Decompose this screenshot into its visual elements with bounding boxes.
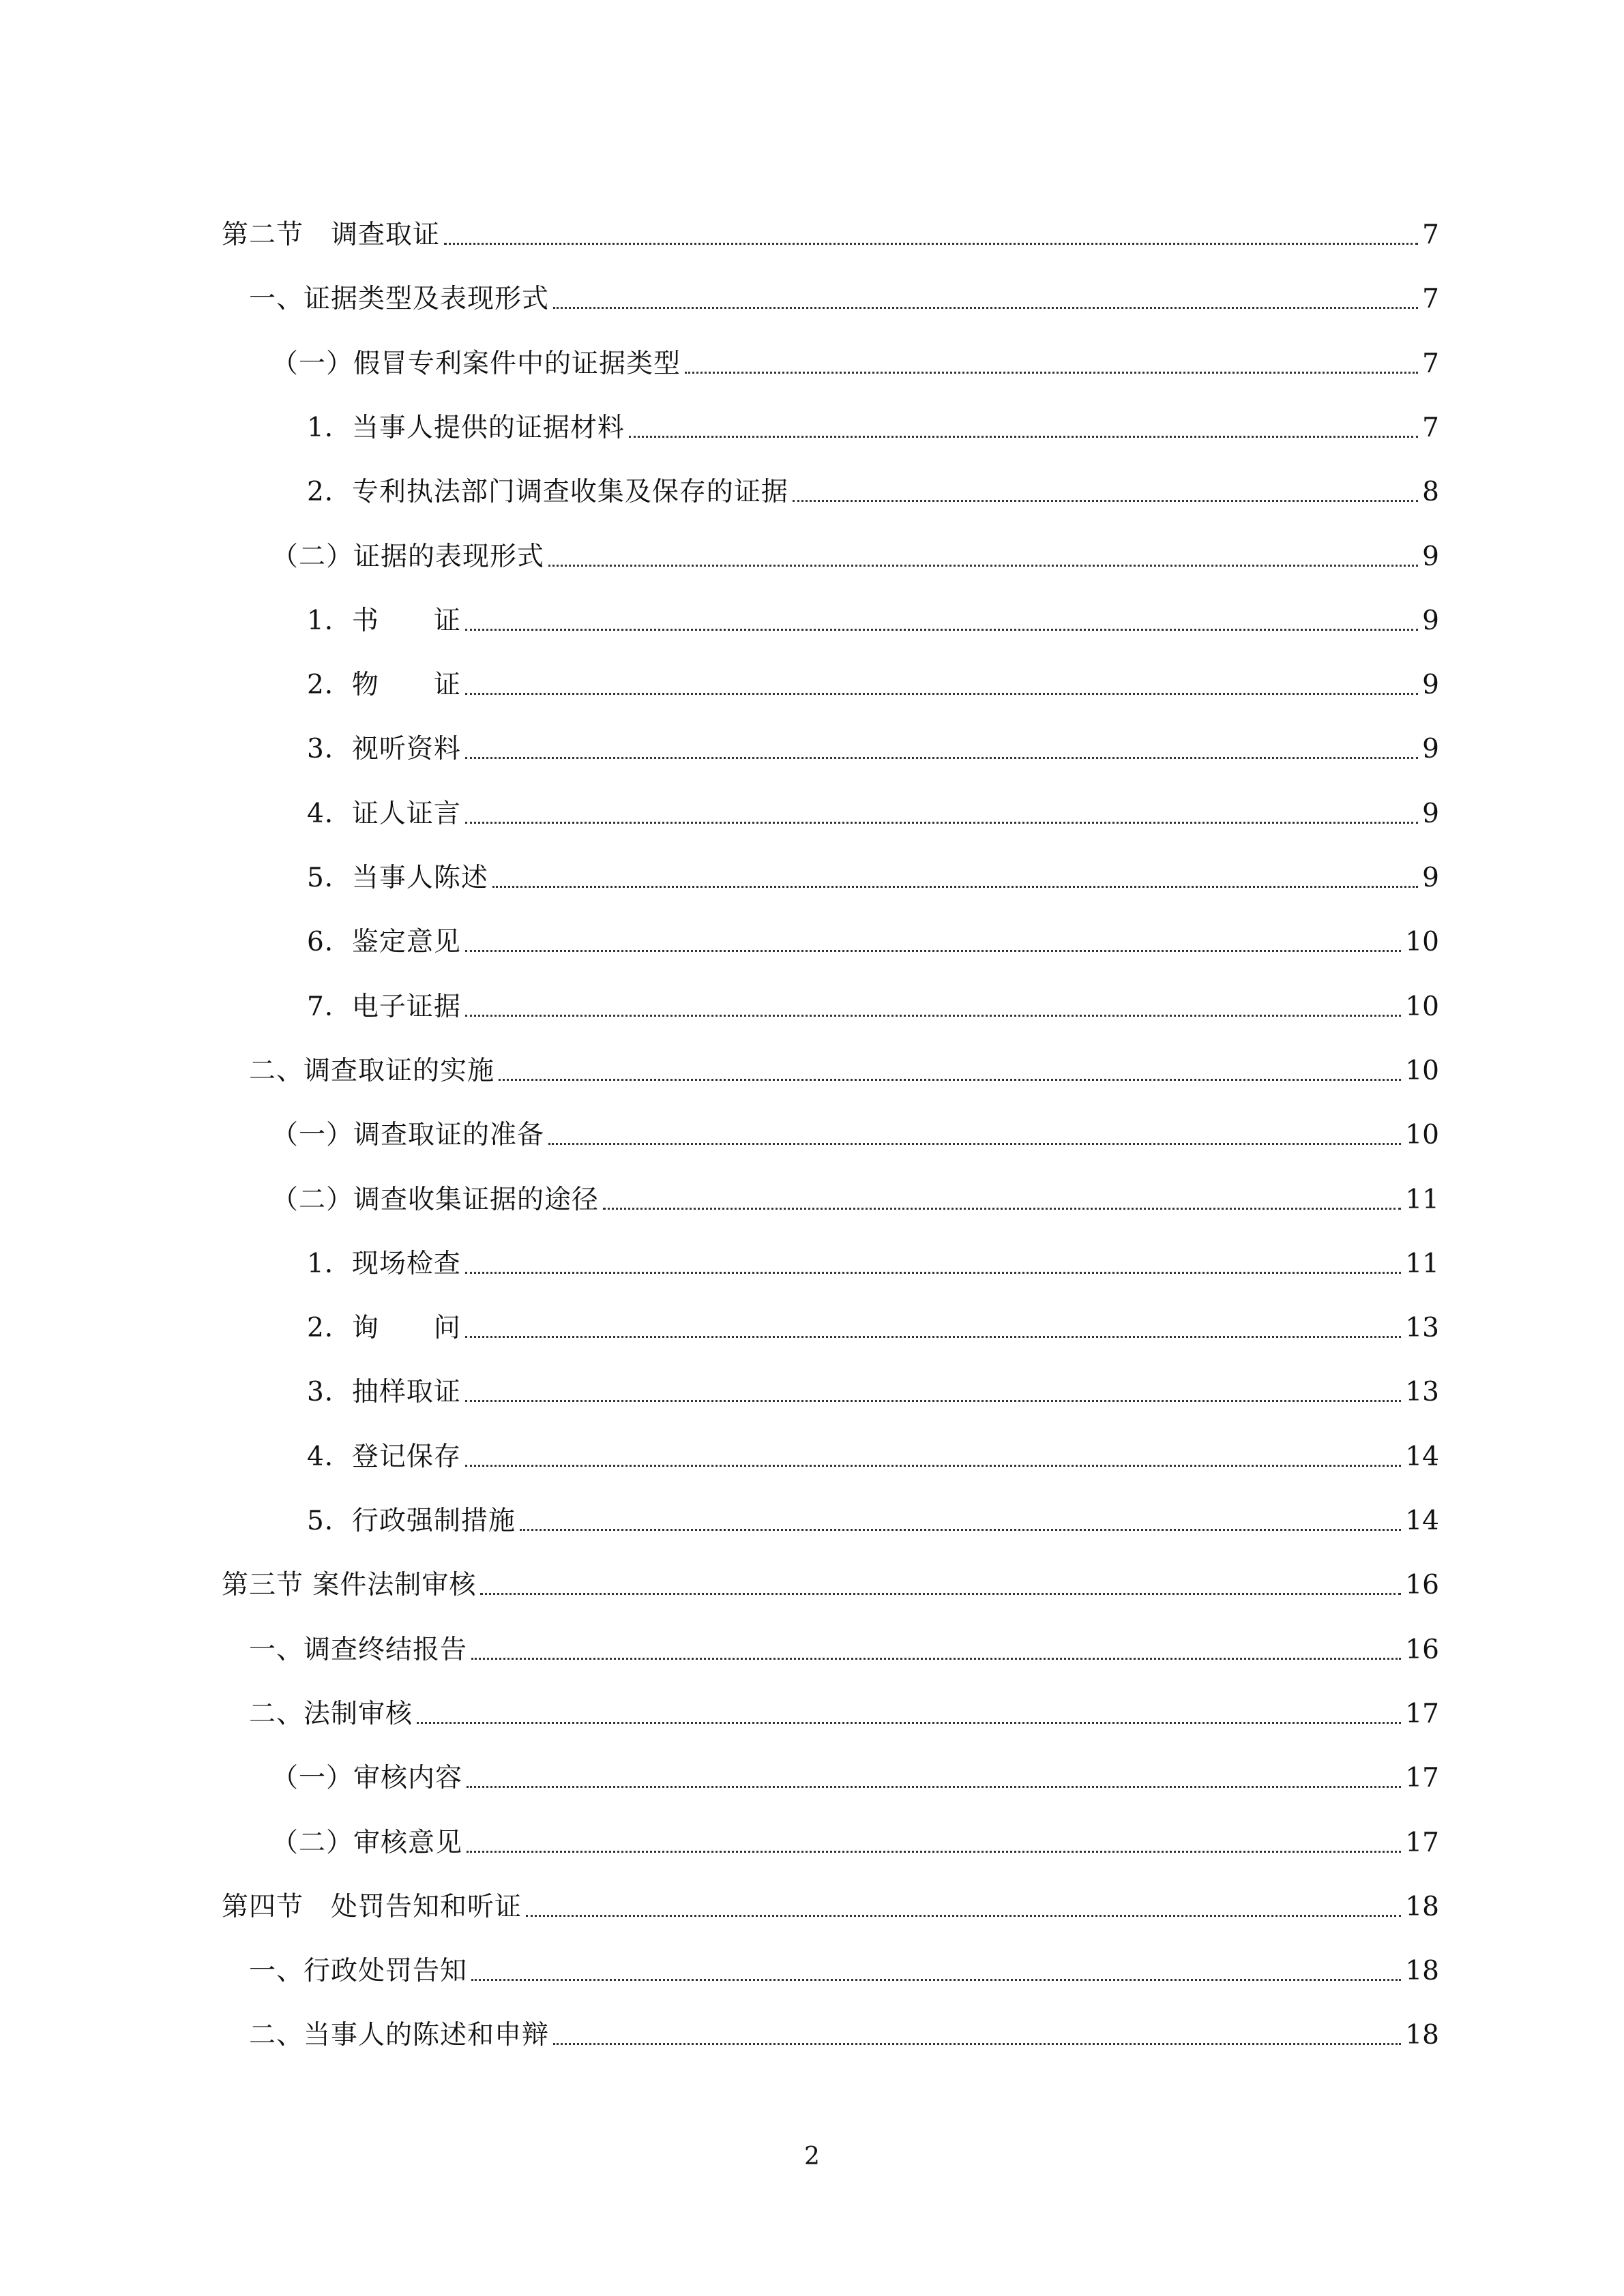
toc-entry-title: （二）证据的表现形式 xyxy=(271,541,545,572)
toc-entry[interactable] xyxy=(271,537,1439,578)
toc-dot-leader xyxy=(526,1915,1401,1917)
toc-entry-page-number: 18 xyxy=(1405,1892,1439,1922)
toc-entry-page-number: 13 xyxy=(1405,1313,1439,1343)
toc-entry[interactable] xyxy=(307,922,1439,963)
toc-entry-title: 3．抽样取证 xyxy=(307,1377,461,1407)
toc-entry-title: 一、行政处罚告知 xyxy=(249,1956,468,1986)
toc-entry-title: 1．书 证 xyxy=(307,606,461,636)
toc-dot-leader xyxy=(465,950,1402,952)
toc-entry[interactable] xyxy=(307,858,1439,899)
toc-entry[interactable] xyxy=(249,279,1439,320)
toc-entry-page-number: 9 xyxy=(1422,863,1439,893)
toc-dot-leader xyxy=(465,1336,1402,1338)
toc-entry[interactable] xyxy=(271,1823,1439,1864)
toc-entry-page-number: 17 xyxy=(1405,1763,1439,1793)
toc-entry-title: 一、证据类型及表现形式 xyxy=(249,284,550,314)
toc-entry[interactable] xyxy=(307,1244,1439,1285)
toc-dot-leader xyxy=(465,822,1418,824)
toc-entry[interactable] xyxy=(271,344,1439,385)
toc-entry[interactable] xyxy=(222,215,1439,256)
toc-entry-page-number: 9 xyxy=(1422,799,1439,829)
toc-entry-title: 一、调查终结报告 xyxy=(249,1635,468,1665)
page-number: 2 xyxy=(804,2143,820,2171)
toc-entry-title: 1．现场检查 xyxy=(307,1249,461,1279)
toc-entry-page-number: 7 xyxy=(1422,413,1439,443)
toc-entry-title: 2．物 证 xyxy=(307,670,461,700)
toc-entry-page-number: 9 xyxy=(1422,541,1439,572)
toc-entry-title: 二、调查取证的实施 xyxy=(249,1056,495,1086)
toc-entry[interactable] xyxy=(271,1115,1439,1156)
toc-entry-title: 6．鉴定意见 xyxy=(307,927,461,957)
toc-dot-leader xyxy=(465,1015,1402,1017)
toc-entry[interactable] xyxy=(307,665,1439,706)
toc-entry-page-number: 9 xyxy=(1422,606,1439,636)
toc-entry-page-number: 13 xyxy=(1405,1377,1439,1407)
toc-dot-leader xyxy=(499,1079,1401,1081)
toc-entry-title: （二）调查收集证据的途径 xyxy=(271,1184,600,1215)
toc-entry[interactable] xyxy=(222,1887,1439,1928)
toc-entry-title: 5．当事人陈述 xyxy=(307,863,488,893)
toc-entry-page-number: 11 xyxy=(1405,1184,1439,1215)
toc-dot-leader xyxy=(492,886,1418,888)
toc-entry-title: 5．行政强制措施 xyxy=(307,1506,516,1536)
toc-entry[interactable] xyxy=(307,601,1439,642)
toc-entry-title: （一）假冒专利案件中的证据类型 xyxy=(271,348,681,379)
toc-dot-leader xyxy=(629,436,1418,438)
toc-dot-leader xyxy=(480,1593,1401,1595)
toc-entry-title: 二、当事人的陈述和申辩 xyxy=(249,2020,550,2051)
toc-entry[interactable] xyxy=(307,729,1439,770)
toc-dot-leader xyxy=(471,1658,1401,1660)
toc-entry[interactable] xyxy=(307,1437,1439,1478)
toc-entry[interactable] xyxy=(307,794,1439,835)
toc-entry[interactable] xyxy=(222,1565,1439,1606)
toc-entry[interactable] xyxy=(249,1694,1439,1735)
toc-dot-leader xyxy=(417,1722,1401,1724)
toc-dot-leader xyxy=(465,1272,1402,1274)
toc-entry[interactable] xyxy=(307,408,1439,449)
toc-entry[interactable] xyxy=(249,1630,1439,1671)
toc-entry-page-number: 10 xyxy=(1405,1056,1439,1086)
toc-entry-page-number: 16 xyxy=(1405,1635,1439,1665)
toc-entry-page-number: 14 xyxy=(1405,1506,1439,1536)
toc-dot-leader xyxy=(603,1208,1401,1210)
toc-dot-leader xyxy=(548,565,1418,567)
toc-dot-leader xyxy=(467,1851,1401,1853)
toc-entry[interactable] xyxy=(307,1372,1439,1413)
toc-entry[interactable] xyxy=(271,1758,1439,1799)
toc-entry[interactable] xyxy=(307,472,1439,513)
toc-dot-leader xyxy=(467,1786,1401,1788)
toc-entry-page-number: 8 xyxy=(1422,477,1439,507)
toc-dot-leader xyxy=(465,1465,1402,1467)
toc-entry[interactable] xyxy=(249,2015,1439,2056)
toc-entry-title: （一）审核内容 xyxy=(271,1763,463,1793)
toc-dot-leader xyxy=(553,2043,1401,2045)
toc-entry-page-number: 7 xyxy=(1422,284,1439,314)
toc-entry-page-number: 11 xyxy=(1405,1249,1439,1279)
toc-entry[interactable] xyxy=(307,987,1439,1028)
toc-entry-title: 4．证人证言 xyxy=(307,799,461,829)
toc-entry-title: 2．专利执法部门调查收集及保存的证据 xyxy=(307,477,788,507)
toc-entry-page-number: 10 xyxy=(1405,992,1439,1022)
toc-dot-leader xyxy=(471,1979,1401,1981)
toc-dot-leader xyxy=(793,500,1418,502)
toc-dot-leader xyxy=(548,1143,1401,1145)
toc-entry-page-number: 7 xyxy=(1422,348,1439,379)
toc-entry-page-number: 18 xyxy=(1405,1956,1439,1986)
toc-entry-page-number: 9 xyxy=(1422,734,1439,764)
toc-entry-page-number: 17 xyxy=(1405,1699,1439,1729)
toc-dot-leader xyxy=(685,372,1418,374)
toc-entry-title: （一）调查取证的准备 xyxy=(271,1120,545,1150)
toc-entry[interactable] xyxy=(307,1501,1439,1542)
toc-entry[interactable] xyxy=(249,1951,1439,1992)
toc-entry-page-number: 17 xyxy=(1405,1828,1439,1858)
toc-dot-leader xyxy=(465,693,1418,695)
toc-entry-title: 2．询 问 xyxy=(307,1313,461,1343)
toc-dot-leader xyxy=(465,1400,1402,1402)
toc-dot-leader xyxy=(553,307,1418,309)
toc-entry-page-number: 7 xyxy=(1422,220,1439,250)
toc-entry-title: 4．登记保存 xyxy=(307,1442,461,1472)
toc-entry-page-number: 10 xyxy=(1405,927,1439,957)
toc-entry[interactable] xyxy=(271,1180,1439,1221)
toc-entry-title: 1．当事人提供的证据材料 xyxy=(307,413,625,443)
toc-entry-title: 第二节 调查取证 xyxy=(222,220,441,250)
toc-entry[interactable] xyxy=(249,1051,1439,1092)
toc-entry-page-number: 16 xyxy=(1405,1570,1439,1600)
toc-entry-page-number: 10 xyxy=(1405,1120,1439,1150)
toc-entry-title: 3．视听资料 xyxy=(307,734,461,764)
toc-entry-page-number: 9 xyxy=(1422,670,1439,700)
toc-entry[interactable] xyxy=(307,1308,1439,1349)
toc-dot-leader xyxy=(520,1529,1402,1531)
toc-entry-title: （二）审核意见 xyxy=(271,1828,463,1858)
toc-entry-page-number: 14 xyxy=(1405,1442,1439,1472)
toc-dot-leader xyxy=(444,243,1418,245)
toc-entry-title: 第四节 处罚告知和听证 xyxy=(222,1892,522,1922)
toc-dot-leader xyxy=(465,629,1418,631)
toc-entry-page-number: 18 xyxy=(1405,2020,1439,2051)
toc-entry-title: 7．电子证据 xyxy=(307,992,461,1022)
toc-dot-leader xyxy=(465,757,1418,759)
toc-entry-title: 第三节 案件法制审核 xyxy=(222,1570,477,1600)
toc-entry-title: 二、法制审核 xyxy=(249,1699,413,1729)
